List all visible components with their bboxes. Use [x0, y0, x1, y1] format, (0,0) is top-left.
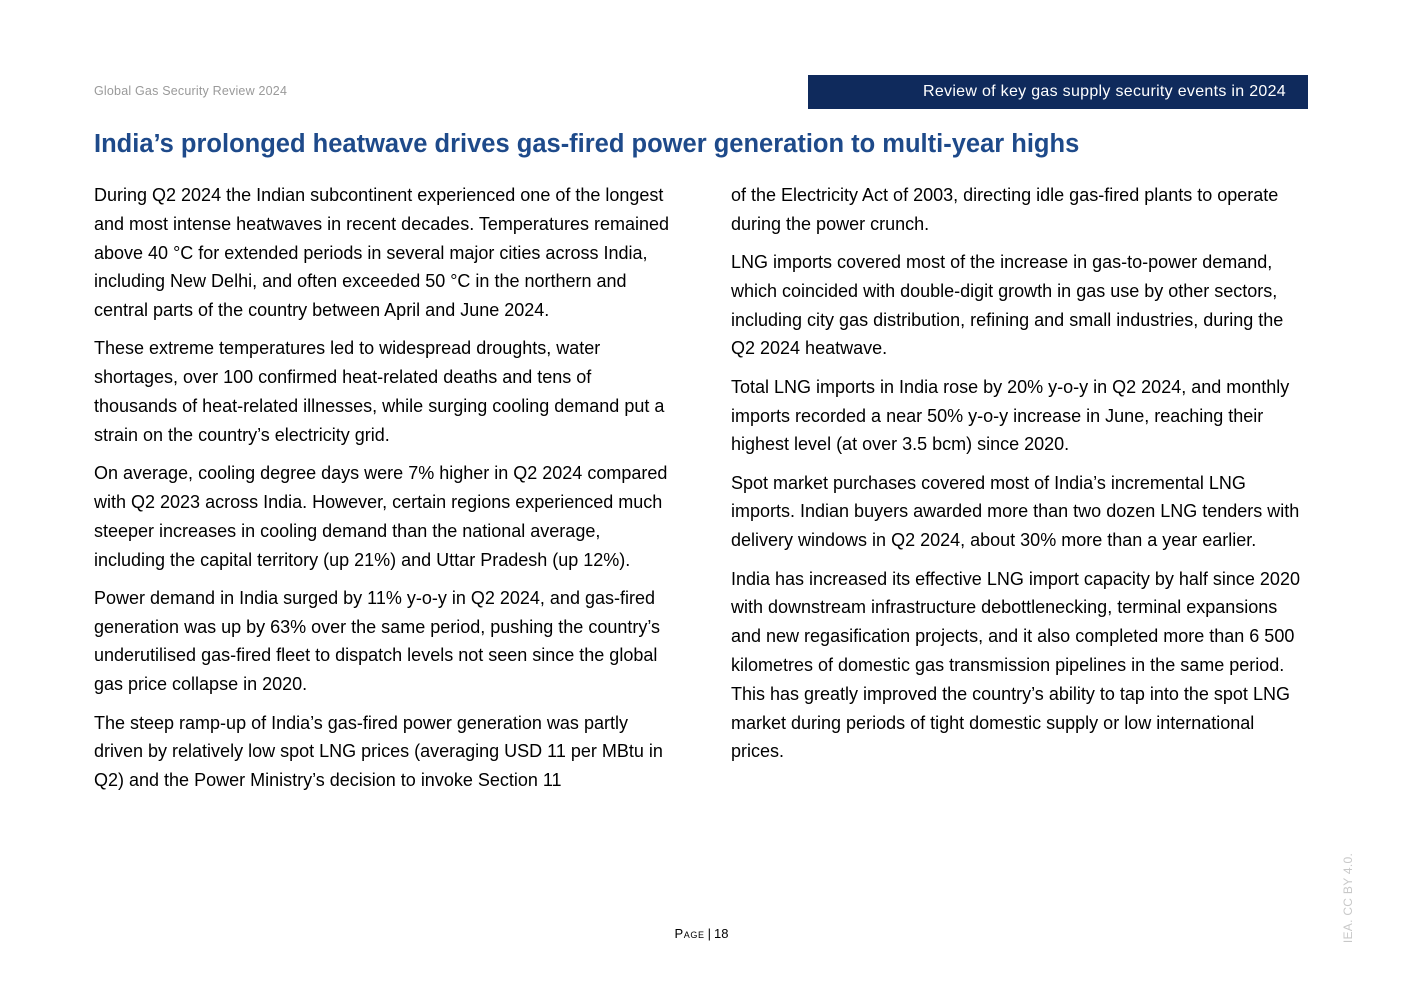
- paragraph: Spot market purchases covered most of India’s incremental LNG imports. Indian buyers awarded more than two dozen LNG tenders with delivery windows in Q2 2024, about 30% more than a year earlier.: [731, 472, 1300, 551]
- left-column: [94, 181, 669, 804]
- section-header-band: [808, 75, 1308, 109]
- page-title: India’s prolonged heatwave drives gas-fired power generation to multi-year highs: [94, 130, 1080, 158]
- right-column: [731, 181, 1311, 776]
- paragraph: These extreme temperatures led to widespread droughts, water shortages, over 100 confirmed heat-related deaths and tens of thousands of heat-related illnesses, while surging cooling demand put a strain on the country’s electricity grid.: [94, 338, 665, 445]
- paragraph: LNG imports covered most of the increase in gas-to-power demand, which coincided with double-digit growth in gas use by other sectors, including city gas distribution, refining and small industries, during the Q2 2024 heatwave.: [731, 252, 1284, 359]
- paragraph: On average, cooling degree days were 7% higher in Q2 2024 compared with Q2 2023 across India. However, certain regions experienced much steeper increases in cooling demand than the national average, including the capital territory (up 21%) and Uttar Pradesh (up 12%).: [94, 463, 668, 570]
- paragraph: Total LNG imports in India rose by 20% y-o-y in Q2 2024, and monthly imports recorded a near 50% y-o-y increase in June, reaching their highest level (at over 3.5 bcm) since 2020.: [731, 376, 1290, 455]
- page-separator: |: [707, 926, 711, 941]
- paragraph: India has increased its effective LNG import capacity by half since 2020 with downstream infrastructure debottlenecking, terminal expansions and new regasification projects, and it also completed more than 6 500 kilometres of domestic gas transmission pipelines in the same period. This has greatly improved the country’s ability to tap into the spot LNG market during periods of tight domestic supply or low international prices.: [731, 568, 1300, 762]
- section-title: Review of key gas supply security events in 2024: [922, 83, 1286, 100]
- paragraph: Power demand in India surged by 11% y-o-y in Q2 2024, and gas-fired generation was up by 63% over the same period, pushing the country’s underutilised gas-fired fleet to dispatch levels not seen since the global gas price collapse in 2020.: [94, 587, 661, 695]
- page-label: Page: [674, 926, 705, 941]
- report-title: Global Gas Security Review 2024: [94, 84, 288, 98]
- page-footer: [0, 926, 1403, 941]
- paragraph: During Q2 2024 the Indian subcontinent experienced one of the longest and most intense heatwaves in recent decades. Temperatures remained above 40 °C for extended periods in several major cities across India, including New Delhi, and often exceeded 50 °C in the northern and central parts of the country between April and June 2024.: [94, 185, 669, 321]
- license-note: IEA. CC BY 4.0.: [1341, 852, 1355, 944]
- page-number: 18: [714, 926, 729, 941]
- paragraph: The steep ramp-up of India’s gas-fired power generation was partly driven by relatively low spot LNG prices (averaging USD 11 per MBtu in Q2) and the Power Ministry’s decision to invoke Section 11: [94, 712, 663, 791]
- paragraph: of the Electricity Act of 2003, directing idle gas-fired plants to operate during the power crunch.: [731, 185, 1279, 234]
